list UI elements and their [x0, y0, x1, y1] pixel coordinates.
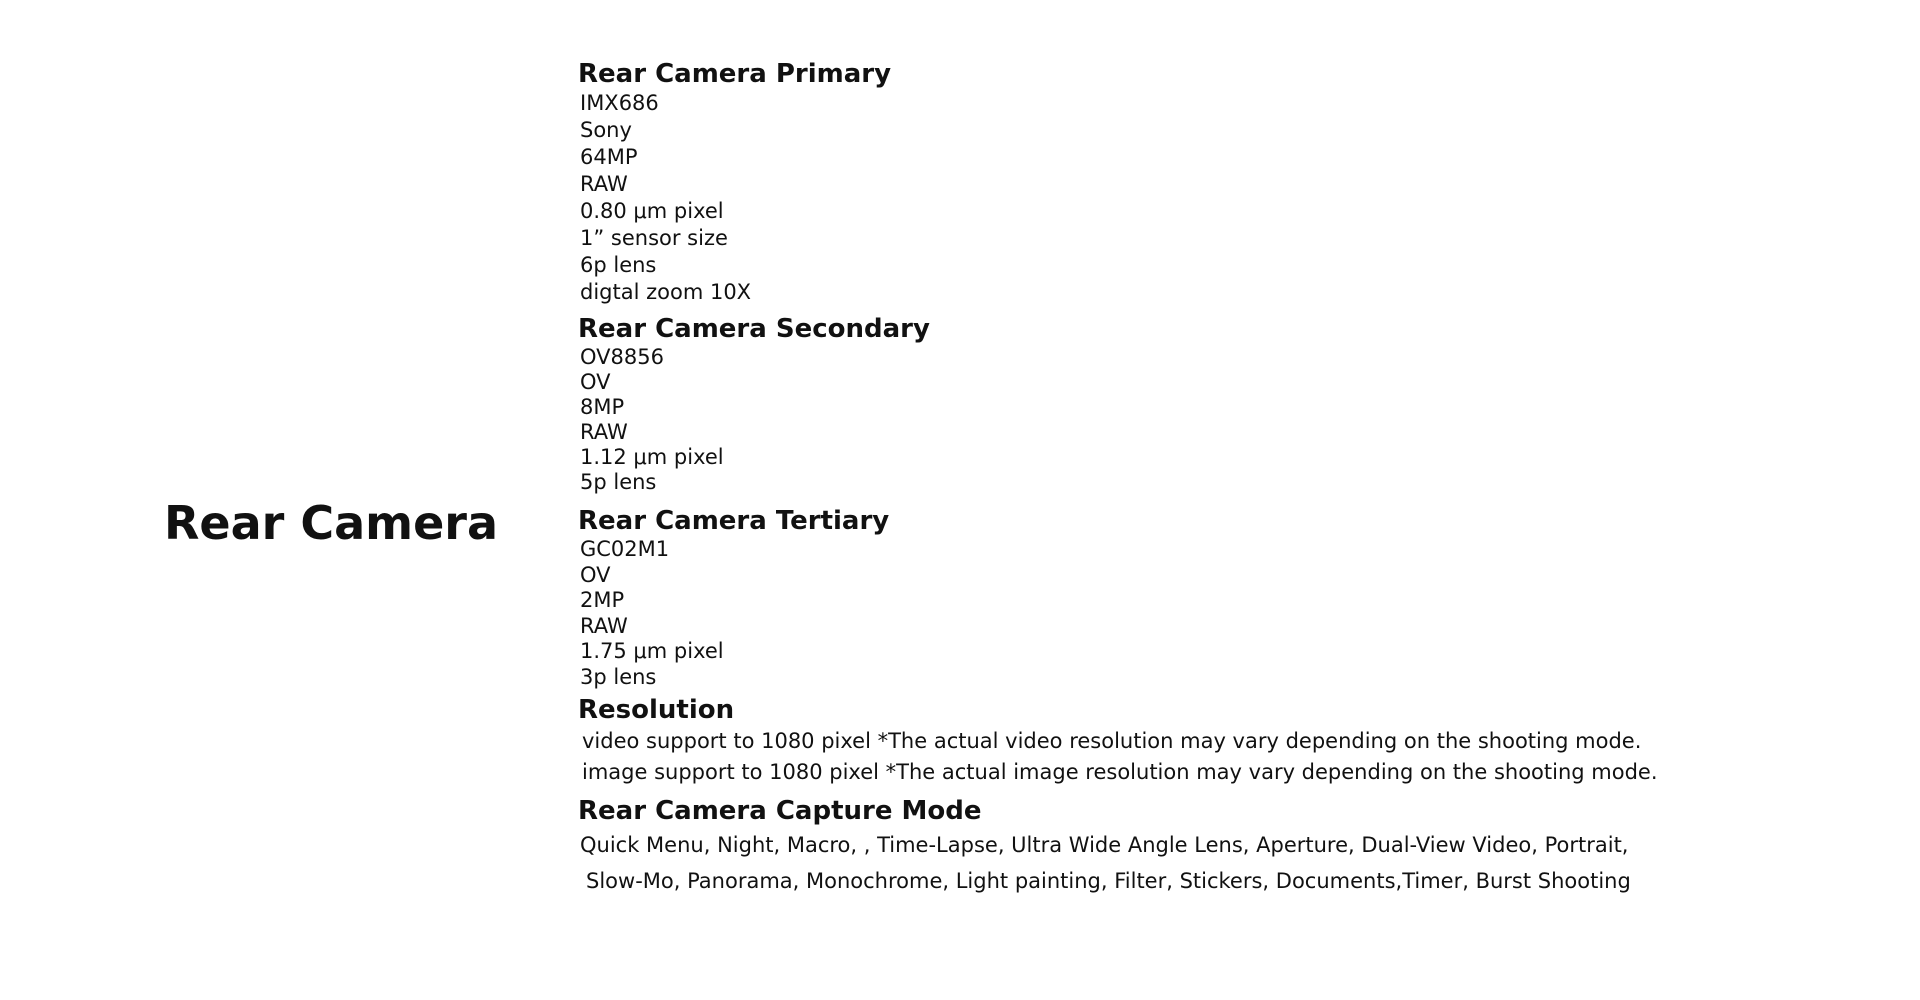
primary-camera-heading: Rear Camera Primary [578, 59, 892, 89]
resolution-section [578, 694, 1878, 788]
video-resolution: video support to 1080 pixel *The actual video resolution may vary depending on the shooting mode. [582, 729, 1642, 753]
capture-modes-line-2: Slow-Mo, Panorama, Monochrome, Light painting, Filter, Stickers, Documents,Timer, Burst Shooting [586, 869, 1631, 893]
secondary-pixel-size: 1.12 μm pixel [580, 445, 724, 469]
secondary-camera-heading: Rear Camera Secondary [578, 314, 930, 344]
secondary-lens: 5p lens [580, 470, 657, 494]
image-resolution: image support to 1080 pixel *The actual image resolution may vary depending on the shooting mode. [582, 760, 1658, 784]
primary-digital-zoom: digtal zoom 10X [580, 280, 752, 304]
secondary-camera-specs [578, 345, 1878, 495]
page-title: Rear Camera [164, 496, 499, 550]
primary-camera-section [578, 58, 1878, 306]
tertiary-pixel-size: 1.75 μm pixel [580, 639, 724, 663]
secondary-format: RAW [580, 420, 628, 444]
tertiary-camera-heading: Rear Camera Tertiary [578, 506, 890, 536]
capture-mode-heading: Rear Camera Capture Mode [578, 796, 982, 826]
primary-sensor-size: 1” sensor size [580, 226, 728, 250]
primary-sensor-model: IMX686 [580, 91, 659, 115]
primary-camera-specs [578, 90, 1878, 306]
primary-pixel-size: 0.80 μm pixel [580, 199, 724, 223]
secondary-sensor-model: OV8856 [580, 345, 664, 369]
tertiary-sensor-brand: OV [580, 562, 611, 587]
spec-content [578, 58, 1878, 903]
resolution-specs [578, 726, 1878, 788]
tertiary-camera-specs [578, 537, 1878, 690]
capture-mode-list [578, 827, 1878, 899]
primary-format: RAW [580, 172, 628, 196]
primary-sensor-brand: Sony [580, 118, 632, 142]
tertiary-megapixels: 2MP [580, 588, 625, 612]
tertiary-sensor-model: GC02M1 [580, 537, 670, 561]
tertiary-lens: 3p lens [580, 664, 657, 689]
primary-lens: 6p lens [580, 253, 657, 277]
secondary-megapixels: 8MP [580, 395, 625, 419]
primary-megapixels: 64MP [580, 145, 638, 169]
secondary-camera-section [578, 313, 1878, 495]
capture-mode-section [578, 795, 1878, 899]
secondary-sensor-brand: OV [580, 370, 611, 394]
capture-modes-line-1: Quick Menu, Night, Macro, , Time-Lapse, Ultra Wide Angle Lens, Aperture, Dual-View Video, Portrait, [580, 833, 1629, 857]
resolution-heading: Resolution [578, 695, 735, 725]
tertiary-format: RAW [580, 613, 628, 638]
tertiary-camera-section [578, 505, 1878, 690]
